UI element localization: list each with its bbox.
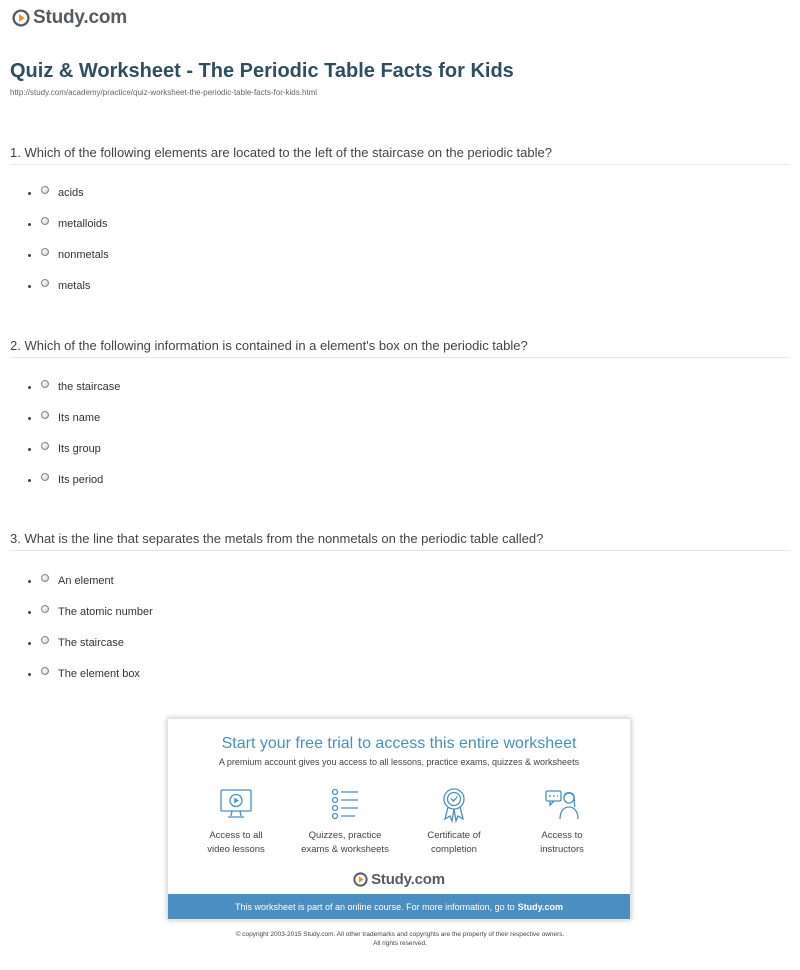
answer-option[interactable] [28,270,109,301]
answer-option[interactable] [28,627,153,658]
radio-button[interactable] [41,279,49,287]
certificate-icon [436,785,472,823]
radio-button[interactable] [41,574,49,582]
option-label: Its group [58,442,101,455]
copyright-footer [0,930,800,948]
option-label: nonmetals [58,248,109,261]
answer-option[interactable] [28,239,109,270]
question-divider [10,357,790,358]
question-3-text: 3. What is the line that separates the metals from the nonmetals on the periodic table called? [10,531,544,546]
radio-button[interactable] [41,380,49,388]
bullet [28,479,31,482]
promo-study-logo[interactable] [168,871,630,888]
option-label: Its name [58,411,101,424]
answer-option[interactable] [28,433,120,464]
feature-quizzes [295,785,395,857]
promo-headline[interactable]: Start your free trial to access this entire worksheet [221,735,577,752]
feature-label: Access to instructors [540,830,584,855]
instructor-icon [544,785,580,823]
promo-subtext: A premium account gives you access to all lessons, practice exams, quizzes & worksheets [218,757,580,767]
question-2-options [28,371,120,495]
bullet [28,223,31,226]
study-link[interactable]: Study.com [517,901,563,912]
question-divider [10,164,790,165]
free-trial-promo [167,718,631,920]
radio-button[interactable] [41,248,49,256]
page-title: Quiz & Worksheet - The Periodic Table Facts for Kids [10,60,514,82]
option-label: Its period [58,473,104,486]
answer-option[interactable] [28,596,153,627]
answer-option[interactable] [28,658,153,689]
bullet [28,580,31,583]
option-label: The staircase [58,636,125,649]
feature-label: Certificate of completion [427,830,481,855]
answer-option[interactable] [28,371,120,402]
feature-video-lessons [186,785,286,857]
bullet [28,254,31,257]
answer-option[interactable] [28,208,109,239]
radio-button[interactable] [41,667,49,675]
option-label: acids [58,186,84,199]
bullet [28,417,31,420]
option-label: metals [58,279,91,292]
option-label: metalloids [58,217,108,230]
radio-button[interactable] [41,636,49,644]
promo-info-bar [168,894,630,919]
bullet [28,285,31,288]
feature-instructors [512,785,612,857]
bullet [28,642,31,645]
radio-button[interactable] [41,186,49,194]
question-3-options [28,565,153,689]
play-circle-icon [353,872,368,887]
option-label: The element box [58,667,140,680]
feature-label: Access to all video lessons [207,830,265,855]
bullet [28,386,31,389]
bullet [28,448,31,451]
video-lesson-icon [218,785,254,823]
logo-text: Study.com [33,7,127,28]
radio-button[interactable] [41,411,49,419]
question-1-text: 1. Which of the following elements are located to the left of the staircase on the periodic table? [10,145,552,160]
answer-option[interactable] [28,402,120,433]
answer-option[interactable] [28,464,120,495]
bullet [28,673,31,676]
bullet [28,611,31,614]
copyright-line: © copyright 2003-2015 Study.com. All other trademarks and copyrights are the property of their respective owners. [235,931,565,938]
feature-certificate [404,785,504,857]
question-divider [10,550,790,551]
question-2-text: 2. Which of the following information is contained in a element's box on the periodic table? [10,338,528,353]
question-1-options [28,177,109,301]
option-label: the staircase [58,380,121,393]
radio-button[interactable] [41,442,49,450]
quiz-list-icon [327,785,363,823]
logo-text: Study.com [371,871,445,888]
radio-button[interactable] [41,605,49,613]
study-logo[interactable] [12,7,127,29]
promo-bar-text: This worksheet is part of an online course. For more information, go to [235,901,515,912]
radio-button[interactable] [41,473,49,481]
answer-option[interactable] [28,177,109,208]
feature-label: Quizzes, practice exams & worksheets [301,830,389,855]
bullet [28,192,31,195]
option-label: The atomic number [58,605,153,618]
answer-option[interactable] [28,565,153,596]
radio-button[interactable] [41,217,49,225]
option-label: An element [58,574,114,587]
play-circle-icon [12,9,30,27]
page-url: http://study.com/academy/practice/quiz-worksheet-the-periodic-table-facts-for-kids.html [10,88,318,97]
rights-line: All rights reserved. [373,940,427,947]
